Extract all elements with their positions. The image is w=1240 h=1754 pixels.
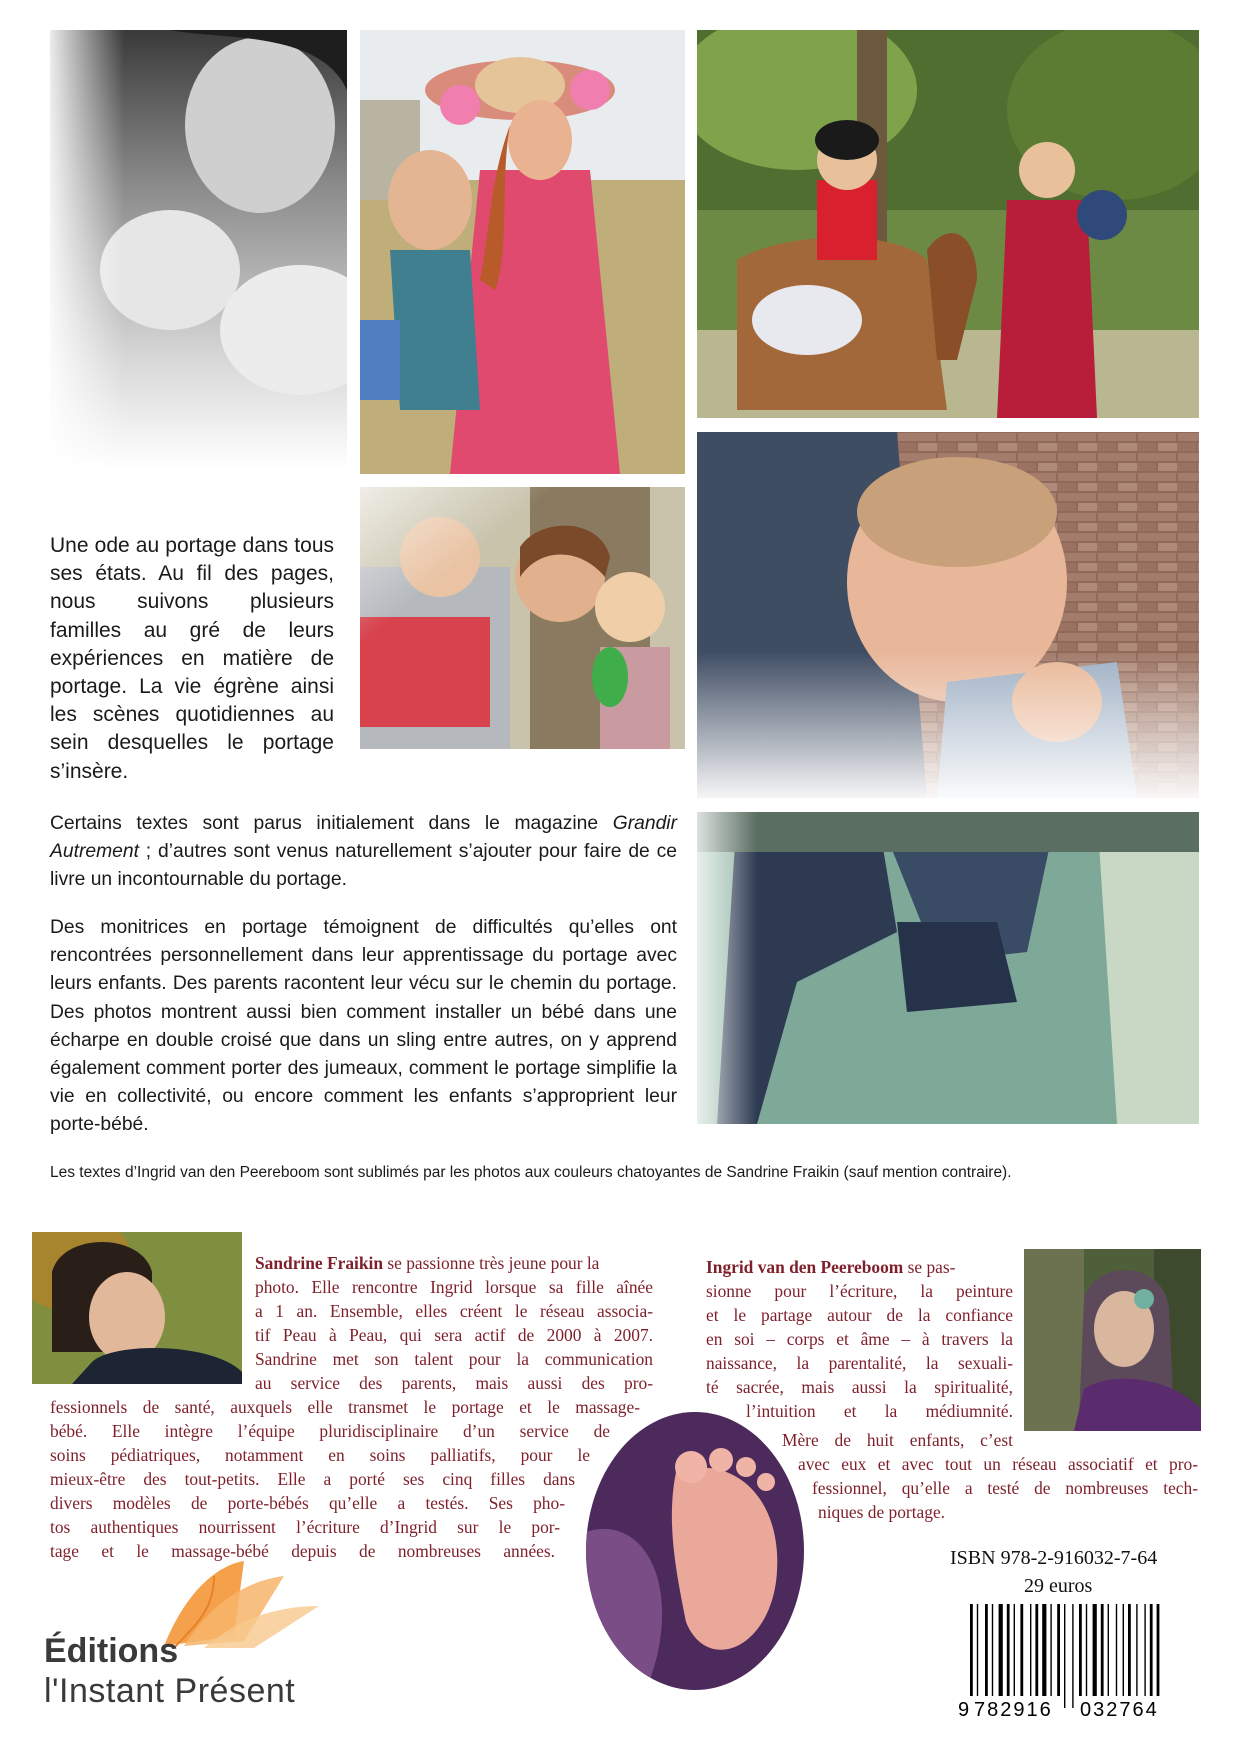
barcode-bar (1030, 1604, 1031, 1708)
magazine-paragraph-before: Certains textes sont parus initialement dans le magazine (50, 813, 613, 834)
barcode-bar (992, 1604, 993, 1708)
bio-line: fessionnel, qu’elle a testé de nombreuses tech- (812, 1478, 1198, 1498)
bio-line: niques de portage. (818, 1502, 946, 1522)
bio-line: tos authentiques nourrissent l’écriture d’Ingrid sur le por- (50, 1517, 560, 1537)
isbn-label: ISBN 978-2-916032-7-64 (950, 1547, 1158, 1569)
bio-line: bébé. Elle intègre l’équipe pluridisciplinaire d’un service de (50, 1421, 610, 1441)
wrap-closeup-photo (697, 812, 1199, 1124)
barcode-bar (985, 1604, 988, 1708)
barcode-bar (1014, 1604, 1015, 1708)
ingrid-name: Ingrid van den Peereboom (706, 1257, 904, 1277)
baby-foot-photo (586, 1412, 804, 1690)
barcode-bar (1136, 1604, 1137, 1708)
barcode-bar (1144, 1604, 1145, 1708)
bio-line: naissance, la parentalité, la sexuali- (706, 1353, 1013, 1373)
testimonies-paragraph: Des monitrices en portage témoignent de difficultés qu’elles ont rencontrées personnellement dans leur apprentissage du portage avec leurs enfants. Des parents racontent leur vécu sur le chemin du portage. Des photos montrent aussi bien comment installer un bébé dans une écharpe en double croisé que dans un sling entre autres, on y apprend également comment porter des jumeaux, comment le portage simplifie la vie en collectivité, ou encore comment les enfants s’approprient leur porte-bébé. (50, 917, 677, 1136)
bio-line: en soi – corps et âme – à travers la (706, 1329, 1013, 1349)
bio-line: tage et le massage-bébé depuis de nombreuses années. (50, 1541, 555, 1561)
ingrid-portrait-photo (1024, 1249, 1201, 1431)
baby-reaching-photo (697, 432, 1199, 798)
bio-line: a 1 an. Ensemble, elles créent le réseau associa- (255, 1301, 653, 1321)
barcode-bar (1123, 1604, 1124, 1708)
bio-line (255, 1252, 653, 1275)
barcode-bar (1064, 1604, 1065, 1708)
sandrine-name: Sandrine Fraikin (255, 1253, 384, 1273)
intro-paragraph: Une ode au portage dans tous ses états. Au fil des pages, nous suivons plusieurs familles au gré de leurs expériences en matière de portage. La vie égrène ainsi les scènes quotidiennes au sein desquelles le portage s’insère. (50, 534, 334, 783)
barcode-bar (1086, 1604, 1087, 1708)
barcode-bar (1042, 1604, 1046, 1708)
barcode-bar (999, 1604, 1003, 1708)
magazine-name: Grandir Autrement (50, 813, 677, 863)
barcode (958, 1604, 1184, 1720)
barcode-bar (1020, 1604, 1023, 1708)
book-pages-icon (154, 1556, 324, 1656)
bio-line: Mère de huit enfants, c’est (782, 1430, 1013, 1450)
bio-line: mieux-être des tout-petits. Elle a porté ses cinq filles dans (50, 1469, 575, 1489)
pony-photo (697, 30, 1199, 418)
barcode-bar (1007, 1604, 1010, 1708)
isbn-block (950, 1544, 1180, 1600)
magazine-paragraph (50, 810, 677, 895)
bio-line-text: se pas- (903, 1257, 956, 1277)
publisher-name-line1: Éditions (44, 1632, 179, 1670)
mother-twins-photo (50, 30, 347, 470)
barcode-bar (1116, 1604, 1117, 1708)
bio-line: au service des parents, mais aussi des pro- (255, 1373, 653, 1393)
barcode-bar (1157, 1604, 1160, 1708)
barcode-bar (1072, 1604, 1073, 1708)
barcode-bar (1093, 1604, 1097, 1708)
bio-line: l’intuition et la médiumnité. (746, 1401, 1013, 1421)
bio-line (706, 1256, 1013, 1279)
barcode-right-digits: 032764 (1080, 1699, 1159, 1720)
barcode-bar (1050, 1604, 1051, 1708)
barcode-left-digits: 782916 (974, 1699, 1053, 1720)
bio-line: avec eux et avec tout un réseau associatif et pro- (798, 1454, 1198, 1474)
bio-line: sionne pour l’écriture, la peinture (706, 1281, 1013, 1301)
barcode-bar (1057, 1604, 1060, 1708)
carrier-children-photo (360, 487, 685, 749)
bio-line: divers modèles de porte-bébés qu’elle a testés. Ses pho- (50, 1493, 565, 1513)
photo-credit-note: Les textes d’Ingrid van den Peereboom sont sublimés par les photos aux couleurs chatoyantes de Sandrine Fraikin (sauf mention contraire). (50, 1164, 1012, 1181)
barcode-bar (1079, 1604, 1082, 1708)
barcode-bar (1035, 1604, 1038, 1708)
barcode-bar (1101, 1604, 1104, 1708)
bio-line: photo. Elle rencontre Ingrid lorsque sa fille aînée (255, 1277, 653, 1297)
bio-line: Sandrine met son talent pour la communication (255, 1349, 653, 1369)
bio-line: fessionnels de santé, auxquels elle transmet le portage et le massage- (50, 1397, 640, 1417)
barcode-bar (977, 1604, 978, 1708)
bio-line: et le partage autour de la confiance (706, 1305, 1013, 1325)
bio-line: té sacrée, mais aussi la spiritualité, (706, 1377, 1013, 1397)
barcode-first-digit: 9 (958, 1699, 970, 1720)
bio-line: tif Peau à Peau, qui sera actif de 2000 à 2007. (255, 1325, 653, 1345)
sandrine-portrait-photo (32, 1232, 242, 1384)
publisher-logo (44, 1556, 314, 1716)
bio-line: soins pédiatriques, notamment en soins palliatifs, pour le (50, 1445, 590, 1465)
hat-mother-photo (360, 30, 685, 474)
barcode-bar (1128, 1604, 1131, 1708)
bio-line-text: se passionne très jeune pour la (383, 1253, 600, 1273)
barcode-bar (1108, 1604, 1109, 1708)
barcode-bar (1150, 1604, 1153, 1708)
price-label: 29 euros (1024, 1575, 1093, 1597)
publisher-name-line2: l'Instant Présent (44, 1672, 296, 1710)
barcode-bar (970, 1604, 973, 1708)
magazine-paragraph-after: ; d’autres sont venus naturellement s’ajouter pour faire de ce livre un incontournable du portage. (50, 841, 677, 891)
